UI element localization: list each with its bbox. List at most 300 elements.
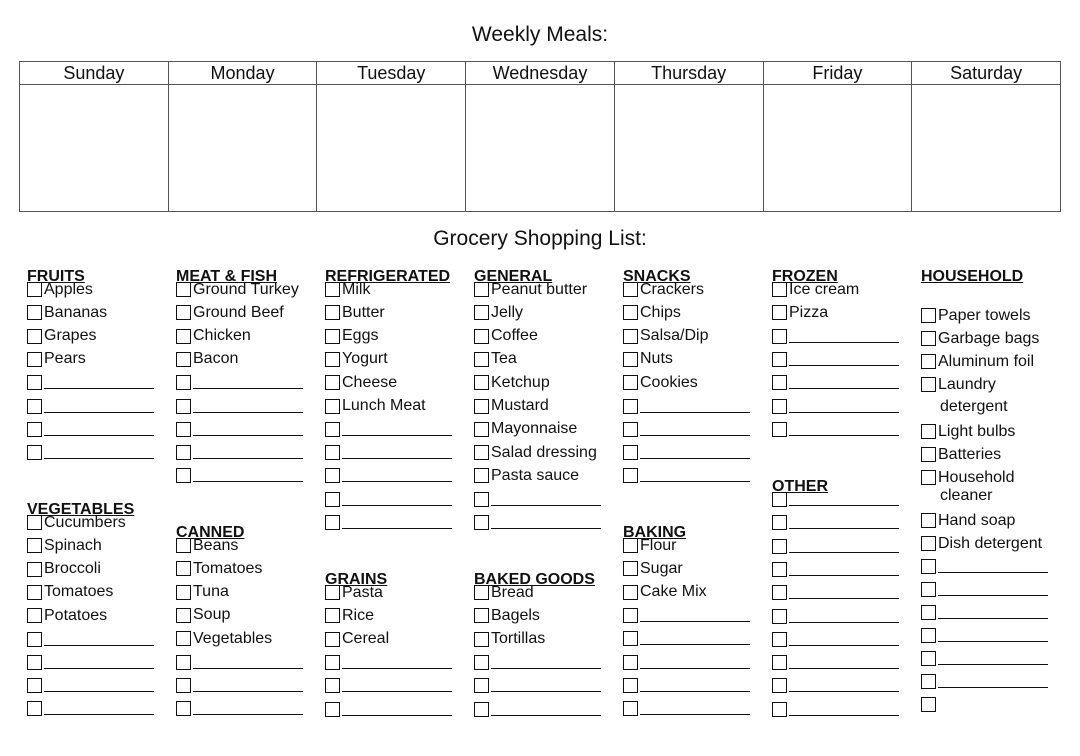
grocery-item-coffee[interactable] (474, 325, 538, 348)
checkbox[interactable] (325, 608, 340, 623)
checkbox[interactable] (474, 399, 489, 414)
checkbox[interactable] (176, 399, 191, 414)
grocery-item-blank[interactable] (623, 627, 750, 650)
write-in-line[interactable] (193, 446, 303, 459)
checkbox[interactable] (474, 305, 489, 320)
checkbox[interactable] (474, 515, 489, 530)
checkbox[interactable] (921, 605, 936, 620)
grocery-item-cheese[interactable] (325, 371, 397, 394)
grocery-item-light-bulbs[interactable] (921, 420, 1015, 443)
checkbox[interactable] (27, 515, 42, 530)
grocery-item-blank[interactable] (474, 488, 601, 511)
grocery-item-butter[interactable] (325, 301, 385, 324)
grocery-item-blank[interactable] (27, 418, 154, 441)
write-in-line[interactable] (789, 330, 899, 343)
write-in-line[interactable] (193, 656, 303, 669)
grocery-item-flour[interactable] (623, 534, 676, 557)
checkbox[interactable] (325, 445, 340, 460)
checkbox[interactable] (27, 329, 42, 344)
checkbox[interactable] (623, 585, 638, 600)
checkbox[interactable] (176, 352, 191, 367)
checkbox[interactable] (176, 678, 191, 693)
write-in-line[interactable] (491, 493, 601, 506)
checkbox[interactable] (921, 536, 936, 551)
checkbox[interactable] (325, 492, 340, 507)
checkbox[interactable] (176, 538, 191, 553)
checkbox[interactable] (474, 678, 489, 693)
grocery-item-dish-detergent[interactable] (921, 532, 1042, 555)
checkbox[interactable] (176, 631, 191, 646)
checkbox[interactable] (772, 585, 787, 600)
checkbox[interactable] (474, 492, 489, 507)
checkbox[interactable] (623, 701, 638, 716)
grocery-item-blank[interactable] (772, 418, 899, 441)
checkbox[interactable] (623, 678, 638, 693)
grocery-item-bacon[interactable] (176, 348, 238, 371)
checkbox[interactable] (474, 352, 489, 367)
write-in-line[interactable] (640, 702, 750, 715)
grocery-item-blank[interactable] (176, 371, 303, 394)
grocery-item-blank[interactable] (921, 555, 1048, 578)
checkbox[interactable] (623, 329, 638, 344)
write-in-line[interactable] (789, 376, 899, 389)
checkbox[interactable] (623, 538, 638, 553)
write-in-line[interactable] (193, 423, 303, 436)
checkbox[interactable] (921, 331, 936, 346)
write-in-line[interactable] (640, 656, 750, 669)
grocery-item-crackers[interactable] (623, 278, 704, 301)
grocery-item-garbage-bags[interactable] (921, 327, 1039, 350)
grocery-item-paper-towels[interactable] (921, 304, 1031, 327)
checkbox[interactable] (921, 308, 936, 323)
checkbox[interactable] (325, 702, 340, 717)
write-in-line[interactable] (640, 609, 750, 622)
checkbox[interactable] (325, 655, 340, 670)
write-in-line[interactable] (789, 516, 899, 529)
grocery-item-spinach[interactable] (27, 534, 102, 557)
checkbox[interactable] (176, 608, 191, 623)
checkbox[interactable] (623, 422, 638, 437)
checkbox[interactable] (772, 399, 787, 414)
checkbox[interactable] (623, 608, 638, 623)
grocery-item-blank[interactable] (623, 651, 750, 674)
write-in-line[interactable] (342, 493, 452, 506)
checkbox[interactable] (27, 399, 42, 414)
meal-cell-thursday[interactable] (614, 85, 763, 212)
checkbox[interactable] (325, 515, 340, 530)
write-in-line[interactable] (193, 469, 303, 482)
grocery-item-pizza[interactable] (772, 301, 828, 324)
checkbox[interactable] (921, 424, 936, 439)
write-in-line[interactable] (640, 423, 750, 436)
grocery-item-potatoes[interactable] (27, 604, 107, 627)
grocery-item-cereal[interactable] (325, 628, 389, 651)
checkbox[interactable] (325, 282, 340, 297)
checkbox[interactable] (921, 628, 936, 643)
checkbox[interactable] (325, 352, 340, 367)
checkbox[interactable] (623, 375, 638, 390)
grocery-item-batteries[interactable] (921, 443, 1001, 466)
grocery-item-laundry[interactable] (921, 373, 996, 396)
checkbox[interactable] (772, 282, 787, 297)
grocery-item-blank[interactable] (176, 651, 303, 674)
grocery-item-blank[interactable] (176, 697, 303, 720)
checkbox[interactable] (772, 655, 787, 670)
grocery-item-blank[interactable] (623, 395, 750, 418)
grocery-item-blank[interactable] (921, 601, 1048, 624)
checkbox[interactable] (27, 701, 42, 716)
write-in-line[interactable] (193, 400, 303, 413)
write-in-line[interactable] (342, 679, 452, 692)
grocery-item-blank[interactable] (772, 698, 899, 721)
meal-cell-tuesday[interactable] (317, 85, 466, 212)
grocery-item-apples[interactable] (27, 278, 93, 301)
grocery-item-blank[interactable] (27, 441, 154, 464)
grocery-item-jelly[interactable] (474, 301, 523, 324)
write-in-line[interactable] (640, 400, 750, 413)
write-in-line[interactable] (789, 656, 899, 669)
meal-cell-saturday[interactable] (912, 85, 1061, 212)
write-in-line[interactable] (193, 679, 303, 692)
grocery-item-blank[interactable] (176, 418, 303, 441)
checkbox[interactable] (325, 305, 340, 320)
grocery-item-cucumbers[interactable] (27, 511, 126, 534)
checkbox[interactable] (921, 447, 936, 462)
write-in-line[interactable] (789, 679, 899, 692)
grocery-item-blank[interactable] (176, 464, 303, 487)
checkbox[interactable] (474, 375, 489, 390)
grocery-item-blank[interactable] (325, 651, 452, 674)
grocery-item-blank[interactable] (772, 488, 899, 511)
checkbox[interactable] (474, 702, 489, 717)
grocery-item-blank[interactable] (772, 605, 899, 628)
write-in-line[interactable] (789, 610, 899, 623)
grocery-item-bananas[interactable] (27, 301, 107, 324)
checkbox[interactable] (176, 561, 191, 576)
grocery-item-blank[interactable] (325, 418, 452, 441)
grocery-item-blank[interactable] (772, 535, 899, 558)
grocery-item-tortillas[interactable] (474, 628, 545, 651)
checkbox[interactable] (27, 632, 42, 647)
grocery-item-lunch-meat[interactable] (325, 395, 426, 418)
grocery-item-blank[interactable] (772, 511, 899, 534)
grocery-item-blank[interactable] (772, 395, 899, 418)
meal-cell-wednesday[interactable] (466, 85, 615, 212)
grocery-item-blank[interactable] (921, 670, 1048, 693)
grocery-item-blank[interactable] (772, 651, 899, 674)
checkbox[interactable] (474, 655, 489, 670)
checkbox[interactable] (772, 329, 787, 344)
grocery-item-cookies[interactable] (623, 371, 698, 394)
checkbox[interactable] (27, 352, 42, 367)
grocery-item-blank[interactable] (474, 674, 601, 697)
grocery-item-blank[interactable] (325, 674, 452, 697)
write-in-line[interactable] (640, 679, 750, 692)
write-in-line[interactable] (789, 703, 899, 716)
grocery-item-blank[interactable] (27, 371, 154, 394)
grocery-item-nuts[interactable] (623, 348, 673, 371)
checkbox[interactable] (772, 492, 787, 507)
grocery-item-blank[interactable] (474, 698, 601, 721)
write-in-line[interactable] (193, 376, 303, 389)
write-in-line[interactable] (44, 633, 154, 646)
grocery-item-blank[interactable] (623, 418, 750, 441)
checkbox[interactable] (921, 674, 936, 689)
checkbox[interactable] (921, 513, 936, 528)
checkbox[interactable] (623, 352, 638, 367)
checkbox[interactable] (176, 329, 191, 344)
checkbox[interactable] (921, 470, 936, 485)
checkbox[interactable] (27, 585, 42, 600)
grocery-item-bagels[interactable] (474, 604, 540, 627)
write-in-line[interactable] (789, 586, 899, 599)
grocery-item-ground-turkey[interactable] (176, 278, 299, 301)
grocery-item-chicken[interactable] (176, 325, 251, 348)
checkbox[interactable] (176, 655, 191, 670)
grocery-item-tomatoes[interactable] (176, 557, 262, 580)
checkbox[interactable] (921, 354, 936, 369)
checkbox[interactable] (27, 608, 42, 623)
checkbox[interactable] (474, 585, 489, 600)
checkbox[interactable] (921, 559, 936, 574)
grocery-item-chips[interactable] (623, 301, 681, 324)
grocery-item-blank[interactable] (921, 578, 1048, 601)
grocery-item-peanut-butter[interactable] (474, 278, 587, 301)
write-in-line[interactable] (193, 702, 303, 715)
grocery-item-hand-soap[interactable] (921, 509, 1015, 532)
checkbox[interactable] (772, 562, 787, 577)
meal-cell-monday[interactable] (168, 85, 317, 212)
grocery-item-blank[interactable] (176, 441, 303, 464)
write-in-line[interactable] (342, 703, 452, 716)
grocery-item-tuna[interactable] (176, 581, 229, 604)
grocery-item-household[interactable] (921, 466, 1015, 489)
write-in-line[interactable] (789, 633, 899, 646)
checkbox[interactable] (623, 282, 638, 297)
checkbox[interactable] (623, 655, 638, 670)
checkbox[interactable] (921, 697, 936, 712)
grocery-item-aluminum-foil[interactable] (921, 350, 1034, 373)
checkbox[interactable] (27, 282, 42, 297)
checkbox[interactable] (325, 585, 340, 600)
write-in-line[interactable] (342, 469, 452, 482)
meal-cell-sunday[interactable] (20, 85, 169, 212)
grocery-item-yogurt[interactable] (325, 348, 388, 371)
write-in-line[interactable] (938, 560, 1048, 573)
checkbox[interactable] (176, 282, 191, 297)
grocery-item-blank[interactable] (176, 395, 303, 418)
write-in-line[interactable] (938, 629, 1048, 642)
checkbox[interactable] (27, 445, 42, 460)
write-in-line[interactable] (491, 516, 601, 529)
grocery-item-soup[interactable] (176, 604, 230, 627)
checkbox[interactable] (474, 282, 489, 297)
grocery-item-blank[interactable] (27, 628, 154, 651)
grocery-item-ketchup[interactable] (474, 371, 550, 394)
write-in-line[interactable] (491, 703, 601, 716)
write-in-line[interactable] (938, 675, 1048, 688)
checkbox[interactable] (27, 375, 42, 390)
grocery-item-tomatoes[interactable] (27, 581, 113, 604)
checkbox[interactable] (623, 631, 638, 646)
checkbox[interactable] (176, 422, 191, 437)
write-in-line[interactable] (342, 516, 452, 529)
grocery-item-blank[interactable] (623, 674, 750, 697)
grocery-item-mayonnaise[interactable] (474, 418, 577, 441)
checkbox[interactable] (176, 701, 191, 716)
grocery-item-blank[interactable] (27, 651, 154, 674)
grocery-item-salsa-dip[interactable] (623, 325, 708, 348)
grocery-item-ground-beef[interactable] (176, 301, 284, 324)
checkbox[interactable] (27, 305, 42, 320)
grocery-item-blank[interactable] (325, 488, 452, 511)
write-in-line[interactable] (44, 679, 154, 692)
grocery-item-blank[interactable] (772, 558, 899, 581)
grocery-item-eggs[interactable] (325, 325, 378, 348)
grocery-item-cake-mix[interactable] (623, 581, 707, 604)
checkbox[interactable] (325, 632, 340, 647)
checkbox[interactable] (921, 651, 936, 666)
grocery-item-beans[interactable] (176, 534, 238, 557)
write-in-line[interactable] (938, 652, 1048, 665)
checkbox[interactable] (176, 445, 191, 460)
write-in-line[interactable] (342, 446, 452, 459)
write-in-line[interactable] (44, 400, 154, 413)
grocery-item-blank[interactable] (176, 674, 303, 697)
checkbox[interactable] (27, 678, 42, 693)
checkbox[interactable] (27, 538, 42, 553)
write-in-line[interactable] (342, 656, 452, 669)
checkbox[interactable] (772, 539, 787, 554)
write-in-line[interactable] (789, 563, 899, 576)
write-in-line[interactable] (44, 423, 154, 436)
checkbox[interactable] (325, 399, 340, 414)
write-in-line[interactable] (491, 656, 601, 669)
grocery-item-vegetables[interactable] (176, 627, 272, 650)
write-in-line[interactable] (44, 702, 154, 715)
grocery-item-blank[interactable] (27, 395, 154, 418)
checkbox[interactable] (27, 655, 42, 670)
grocery-item-grapes[interactable] (27, 325, 96, 348)
grocery-item-pears[interactable] (27, 348, 86, 371)
grocery-item-milk[interactable] (325, 278, 370, 301)
write-in-line[interactable] (491, 679, 601, 692)
write-in-line[interactable] (789, 540, 899, 553)
write-in-line[interactable] (640, 632, 750, 645)
grocery-item-sugar[interactable] (623, 557, 683, 580)
write-in-line[interactable] (44, 656, 154, 669)
grocery-item-ice-cream[interactable] (772, 278, 859, 301)
grocery-item-blank[interactable] (772, 674, 899, 697)
checkbox[interactable] (772, 515, 787, 530)
grocery-item-rice[interactable] (325, 604, 374, 627)
checkbox[interactable] (176, 305, 191, 320)
grocery-item-blank[interactable] (325, 464, 452, 487)
grocery-item-mustard[interactable] (474, 395, 549, 418)
grocery-item-blank[interactable] (325, 511, 452, 534)
grocery-item-blank[interactable] (325, 441, 452, 464)
grocery-item-blank[interactable] (27, 674, 154, 697)
write-in-line[interactable] (640, 446, 750, 459)
checkbox[interactable] (623, 468, 638, 483)
checkbox[interactable] (176, 375, 191, 390)
checkbox[interactable] (772, 702, 787, 717)
grocery-item-blank[interactable] (921, 647, 1048, 670)
checkbox[interactable] (474, 468, 489, 483)
checkbox[interactable] (921, 582, 936, 597)
checkbox[interactable] (325, 468, 340, 483)
grocery-item-blank[interactable] (772, 581, 899, 604)
grocery-item-blank[interactable] (921, 693, 936, 716)
write-in-line[interactable] (44, 446, 154, 459)
checkbox[interactable] (27, 422, 42, 437)
grocery-item-blank[interactable] (474, 651, 601, 674)
grocery-item-pasta[interactable] (325, 581, 383, 604)
checkbox[interactable] (325, 422, 340, 437)
checkbox[interactable] (623, 399, 638, 414)
write-in-line[interactable] (342, 423, 452, 436)
grocery-item-blank[interactable] (27, 697, 154, 720)
checkbox[interactable] (27, 562, 42, 577)
checkbox[interactable] (474, 422, 489, 437)
grocery-item-blank[interactable] (772, 325, 899, 348)
write-in-line[interactable] (789, 353, 899, 366)
checkbox[interactable] (325, 329, 340, 344)
meal-cell-friday[interactable] (763, 85, 912, 212)
checkbox[interactable] (176, 585, 191, 600)
grocery-item-blank[interactable] (772, 628, 899, 651)
checkbox[interactable] (921, 377, 936, 392)
checkbox[interactable] (474, 608, 489, 623)
checkbox[interactable] (772, 352, 787, 367)
grocery-item-broccoli[interactable] (27, 558, 101, 581)
checkbox[interactable] (325, 375, 340, 390)
write-in-line[interactable] (44, 376, 154, 389)
grocery-item-blank[interactable] (772, 371, 899, 394)
write-in-line[interactable] (789, 493, 899, 506)
write-in-line[interactable] (789, 400, 899, 413)
write-in-line[interactable] (789, 423, 899, 436)
checkbox[interactable] (623, 305, 638, 320)
write-in-line[interactable] (938, 583, 1048, 596)
checkbox[interactable] (772, 678, 787, 693)
grocery-item-salad-dressing[interactable] (474, 441, 597, 464)
grocery-item-tea[interactable] (474, 348, 517, 371)
grocery-item-blank[interactable] (623, 464, 750, 487)
checkbox[interactable] (474, 329, 489, 344)
checkbox[interactable] (772, 609, 787, 624)
grocery-item-blank[interactable] (623, 697, 750, 720)
grocery-item-bread[interactable] (474, 581, 534, 604)
grocery-item-blank[interactable] (623, 604, 750, 627)
checkbox[interactable] (176, 468, 191, 483)
grocery-item-blank[interactable] (474, 511, 601, 534)
grocery-item-blank[interactable] (325, 698, 452, 721)
grocery-item-blank[interactable] (623, 441, 750, 464)
checkbox[interactable] (772, 305, 787, 320)
write-in-line[interactable] (640, 469, 750, 482)
checkbox[interactable] (474, 445, 489, 460)
grocery-item-blank[interactable] (772, 348, 899, 371)
checkbox[interactable] (623, 445, 638, 460)
grocery-item-blank[interactable] (921, 624, 1048, 647)
checkbox[interactable] (772, 375, 787, 390)
checkbox[interactable] (623, 561, 638, 576)
grocery-item-pasta-sauce[interactable] (474, 464, 579, 487)
write-in-line[interactable] (938, 606, 1048, 619)
checkbox[interactable] (474, 632, 489, 647)
checkbox[interactable] (772, 632, 787, 647)
